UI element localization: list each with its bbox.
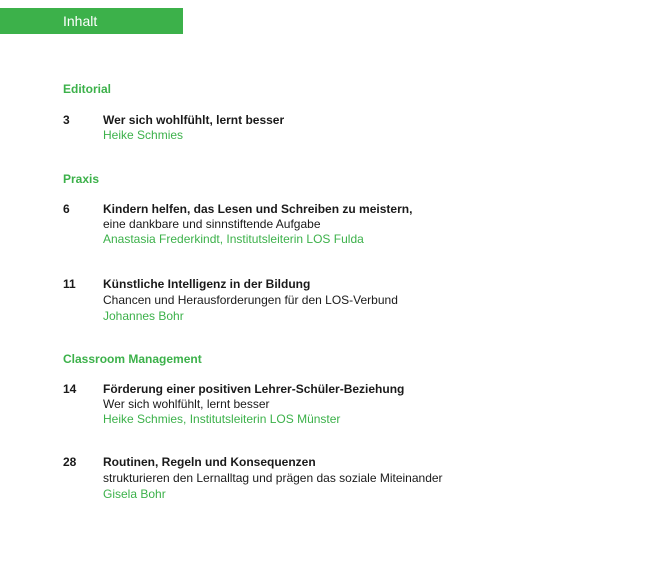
- section-title-praxis: Praxis: [63, 172, 100, 186]
- entry-body: [103, 276, 623, 324]
- page-number: 28: [63, 455, 77, 469]
- entry-title[interactable]: Wer sich wohlfühlt, lernt besser: [103, 113, 285, 127]
- page-number: 14: [63, 382, 77, 396]
- toc-entry[interactable]: [63, 112, 623, 146]
- entry-body: [103, 112, 623, 143]
- toc-entry[interactable]: [63, 276, 623, 324]
- section-title-classroom-management: Classroom Management: [63, 352, 202, 366]
- section-title-editorial: Editorial: [63, 82, 112, 96]
- entry-subtitle: Chancen und Herausforderungen für den LOS-Verbund: [103, 293, 398, 307]
- page-number: 6: [63, 202, 70, 216]
- entry-author: Heike Schmies, Institutsleiterin LOS Münster: [103, 412, 341, 426]
- entry-author: Gisela Bohr: [103, 487, 166, 501]
- entry-title[interactable]: Kindern helfen, das Lesen und Schreiben zu meistern,: [103, 202, 413, 216]
- entry-body: [103, 201, 623, 247]
- header-title: Inhalt: [63, 13, 98, 29]
- entry-subtitle: eine dankbare und sinnstiftende Aufgabe: [103, 217, 321, 231]
- toc-entry[interactable]: [63, 381, 623, 429]
- entry-author: Johannes Bohr: [103, 309, 184, 323]
- toc-entry[interactable]: [63, 201, 623, 249]
- entry-body: [103, 381, 623, 427]
- entry-title[interactable]: Künstliche Intelligenz in der Bildung: [103, 277, 311, 291]
- entry-author: Heike Schmies: [103, 128, 184, 142]
- entry-title[interactable]: Routinen, Regeln und Konsequenzen: [103, 455, 316, 469]
- entry-title[interactable]: Förderung einer positiven Lehrer-Schüler-Beziehung: [103, 382, 405, 396]
- page-number: 11: [63, 277, 76, 291]
- entry-body: [103, 454, 623, 502]
- page-number: 3: [63, 113, 70, 127]
- toc-entry[interactable]: [63, 454, 623, 502]
- header-bar: [0, 8, 183, 34]
- entry-subtitle: Wer sich wohlfühlt, lernt besser: [103, 397, 270, 411]
- entry-author: Anastasia Frederkindt, Institutsleiterin LOS Fulda: [103, 232, 364, 246]
- entry-subtitle: strukturieren den Lernalltag und prägen das soziale Miteinander: [103, 471, 443, 485]
